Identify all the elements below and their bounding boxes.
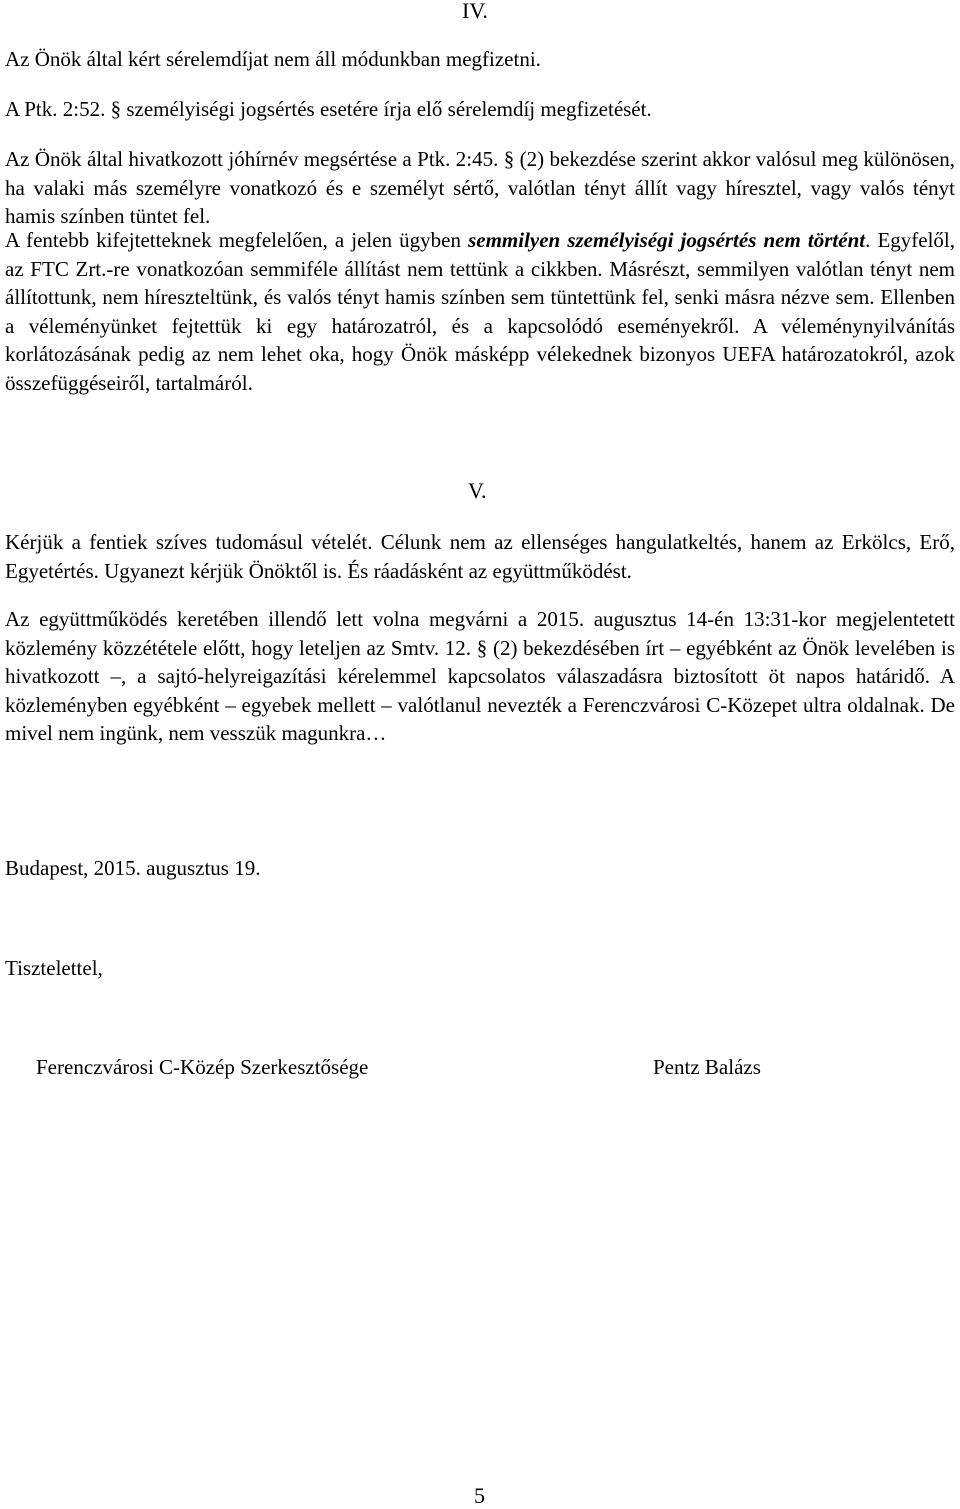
sentence-ptk-252: A Ptk. 2:52. § személyiségi jogsértés esetére írja elő sérelemdíj megfizetését. — [5, 97, 652, 121]
emphasis-no-violation: semmilyen személyiségi jogsértés nem történt — [468, 228, 866, 252]
paragraph-no-violation — [5, 226, 955, 398]
paragraph-johirnev: Az Önök által hivatkozott jóhírnév megsértése a Ptk. 2:45. § (2) bekezdése szerint akkor valósul meg különösen, ha valaki más személyre vonatkozó és e személyt sértő, valótlan tényt állít vagy híresztel, vagy valós tényt hamis színben tüntet fel. — [5, 147, 955, 229]
section-heading-iv: IV. — [462, 0, 488, 23]
section-heading-v: V. — [468, 478, 487, 503]
place-and-date: Budapest, 2015. augusztus 19. — [5, 856, 261, 880]
page-number: 5 — [474, 1483, 485, 1508]
paragraph-no-violation-start: A fentebb kifejtetteknek megfelelően, a jelen ügyben — [5, 228, 469, 252]
sentence-sereledij: Az Önök által kért sérelemdíjat nem áll módunkban megfizetni. — [5, 47, 541, 71]
paragraph-cooperation: Az együttműködés keretében illendő lett volna megvárni a 2015. augusztus 14-én 13:31-kor megjelentetett közlemény közzététele előtt, hogy leteljen az Smtv. 12. § (2) bekezdésében írt – egyébként az Önök levelében is hivatkozott –, a sajtó-helyreigazítási kérelemmel kapcsolatos válaszadásra biztosított öt napos határidő. A közleményben egyébként – egyebek mellett – valótlanul nevezték a Ferenczvárosi C-Közepet ultra oldalnak. De mivel nem ingünk, nem vesszük magunkra… — [5, 607, 955, 746]
paragraph-request: Kérjük a fentiek szíves tudomásul vételét. Célunk nem az ellenséges hangulatkeltés, hanem az Erkölcs, Erő, Egyetértés. Ugyanezt kérjük Önöktől is. És ráadásként az együttműködést. — [5, 530, 955, 583]
signatory-person: Pentz Balázs — [653, 1055, 761, 1079]
paragraph-no-violation-rest: . Egyfelől, az FTC Zrt.-re vonatkozóan semmiféle állítást nem tettünk a cikkben. Másrészt, semmilyen valótlan tényt nem állítottunk, nem híreszteltünk, és valós tényt hamis színben sem tüntettünk fel, senki másra nézve sem. Ellenben a véleményünket fejtettük ki egy határozatról, és a kapcsolódó eseményekről. A véleménynyilvánítás korlátozásának pedig az nem lehet oka, hogy Önök másképp vélekednek bizonyos UEFA határozatokról, azok összefüggéseiről, tartalmáról. — [5, 228, 955, 395]
signatory-editorial-office: Ferenczvárosi C-Közép Szerkesztősége — [36, 1055, 369, 1079]
salutation: Tisztelettel, — [5, 956, 103, 980]
